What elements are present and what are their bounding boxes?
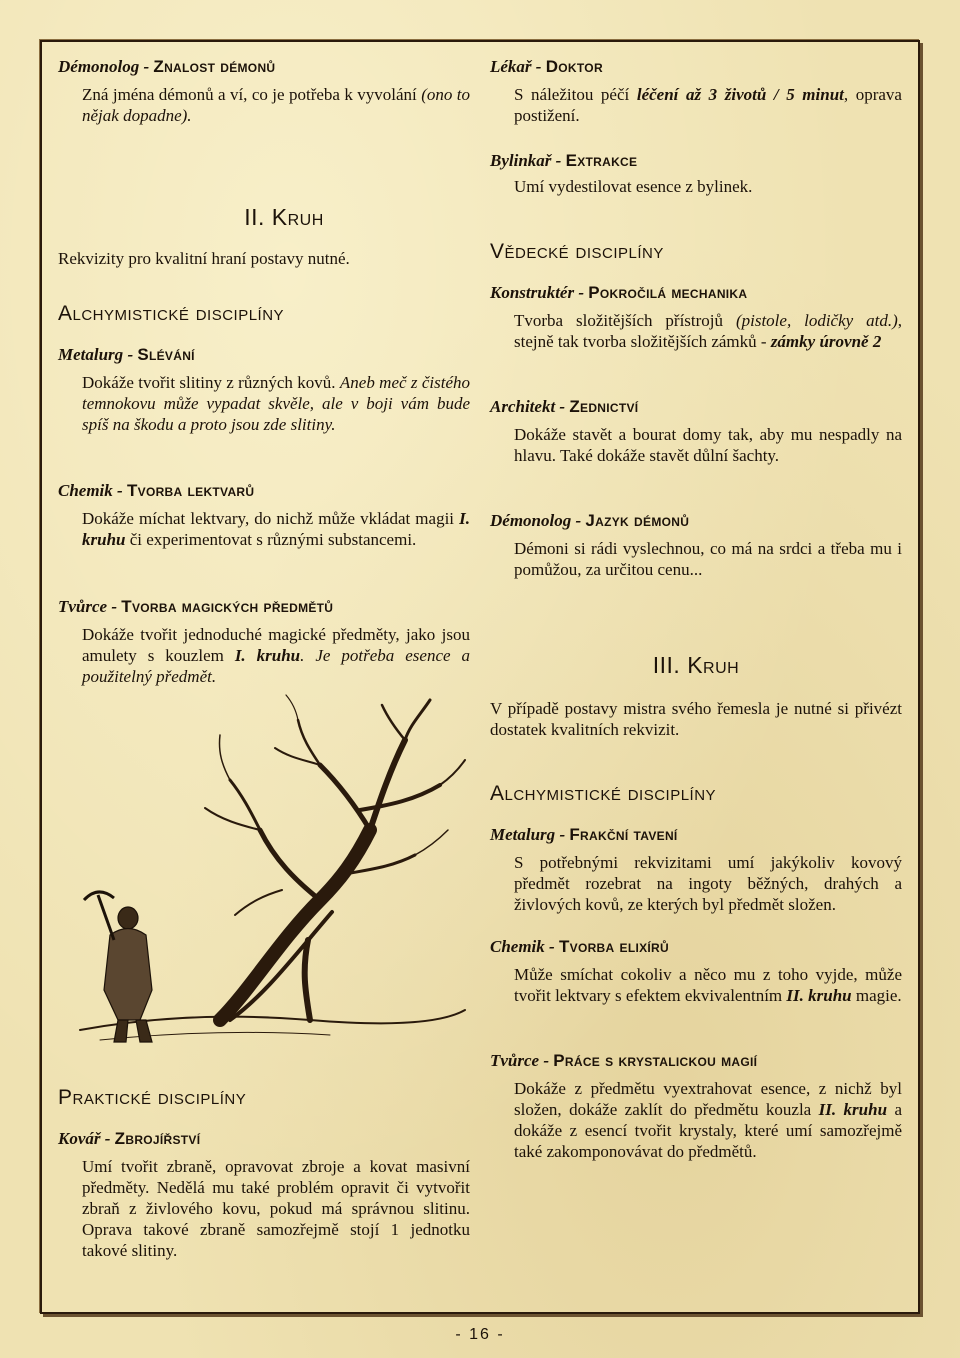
role-description: Démoni si rádi vyslechnou, co má na srdci a třeba mu i pomůžou, za určitou cenu... (514, 539, 902, 579)
role-description: Zná jména démonů a ví, co je potřeba k vyvolání (ono to nějak dopadne). (82, 85, 471, 125)
role-description: Dokáže stavět a bourat domy tak, aby mu nespadly na hlavu. Také dokáže stavět důlní šachty. (514, 425, 902, 465)
role-name: Znalost démonů (153, 57, 276, 76)
role-description: Umí vydestilovat esence z bylinek. (514, 177, 753, 196)
role-description: S potřebnými rekvizitami umí jakýkoliv kovový předmět rozebrat na ingoty běžných, drahých a živlových kovů, ze kterých byl předmět složen. (514, 853, 902, 914)
entry-lekar-doktor: Lékař - Doktor S náležitou péčí léčení až 3 životů / 5 minut, oprava postižení. (490, 57, 902, 125)
heading-alchymisticke: Alchymistické disciplíny (58, 302, 285, 325)
role-description: Dokáže tvořit slitiny z různých kovů. Aneb meč z čistého temnokovu může vypadat skvěle, ale v boji vám bude spíš na škodu a proto jsou zde slitiny. (82, 373, 470, 434)
entry-konstrukter: Konstruktér - Pokročilá mechanika Tvorba složitějších přístrojů (pistole, lodičky atd.), stejně tak tvorba složitějších zámků - zámky úrovně 2 (490, 283, 902, 351)
entry-chemik-lektvary: Chemik - Tvorba lektvarů Dokáže míchat lektvary, do nichž může vkládat magii I. kruhu či experimentovat s různými substancemi. (58, 481, 470, 549)
role-description: Dokáže míchat lektvary, do nichž může vkládat magii I. kruhu či experimentovat s různými substancemi. (82, 509, 470, 549)
entry-tvurce-magicke: Tvůrce - Tvorba magických předmětů Dokáže tvořit jednoduché magické předměty, jako jsou amulety s kouzlem I. kruhu. Je potřeba esence a použitelný předmět. (58, 597, 470, 686)
entry-bylinkar-extrakce: Bylinkař - Extrakce Umí vydestilovat esence z bylinek. (490, 150, 902, 197)
entry-metalurg-frakcni: Metalurg - Frakční tavení S potřebnými rekvizitami umí jakýkoliv kovový předmět rozebrat na ingoty běžných, drahých a živlových kovů, ze kterých byl předmět složen. (490, 825, 902, 914)
entry-metalurg-slevani: Metalurg - Slévání Dokáže tvořit slitiny z různých kovů. Aneb meč z čistého temnokovu může vypadat skvěle, ale v boji vám bude spíš na škodu a proto jsou zde slitiny. (58, 345, 470, 434)
entry-tvurce-krystalicka: Tvůrce - Práce s krystalickou magií Dokáže z předmětu vyextrahovat esence, z nichž byl složen, dokáže zaklít do předmětu kouzla II. kruhu a dokáže z esencí tvořit krystaly, které umí samozřejmě také zakomponovávat do předmětů. (490, 1051, 903, 1161)
entry-architekt: Architekt - Zednictví Dokáže stavět a bourat domy tak, aby mu nespadly na hlavu. Také dokáže stavět důlní šachty. (490, 397, 902, 465)
heading-vedecke: Vědecké disciplíny (490, 240, 664, 263)
role-who: Démonolog (58, 57, 140, 76)
entry-chemik-elixiry: Chemik - Tvorba elixírů Může smíchat cokoliv a něco mu z toho vyjde, může tvořit lektvary s efektem ekvivalentním II. kruhu magie. (490, 937, 902, 1005)
entry-kovar-zbrojirstvi: Kovář - Zbrojířství Umí tvořit zbraně, opravovat zbroje a kovat masivní předměty. Nedělá mu také problém opravit či vytvořit zbraň z živlového kovu, pokud má správnou slitinu. Oprava takové zbraně samozřejmě stojí 1 jednotku takové slitiny. (58, 1129, 470, 1260)
heading-prakticke: Praktické disciplíny (58, 1086, 247, 1109)
props-note: Rekvizity pro kvalitní hraní postavy nutné. (58, 249, 350, 268)
role-description: Dokáže z předmětu vyextrahovat esence, z nichž byl složen, dokáže zaklít do předmětu kouzla II. kruhu a dokáže z esencí tvořit krystaly, které umí samozřejmě také zakomponovávat do předmětů. (514, 1079, 903, 1161)
section-title-ii-kruh: II. Kruh (244, 204, 324, 230)
role-description: Umí tvořit zbraně, opravovat zbroje a kovat masivní předměty. Nedělá mu také problém opravit či vytvořit zbraň z živlového kovu, pokud má správnou slitinu. Oprava takové zbraně samozřejmě stojí 1 jednotku takové slitiny. (82, 1157, 470, 1260)
page-number: - 16 - (455, 1326, 505, 1343)
heading-alchymisticke-iii: Alchymistické disciplíny (490, 782, 717, 805)
role-description: Může smíchat cokoliv a něco mu z toho vyjde, může tvořit lektvary s efektem ekvivalentním II. kruhu magie. (514, 965, 902, 1005)
section-title-iii-kruh: III. Kruh (652, 652, 740, 678)
tree-miner-illustration (70, 690, 470, 1050)
role-title: Démonolog - Znalost démonů (58, 57, 276, 76)
entry-demonolog-jazyk: Démonolog - Jazyk démonů Démoni si rádi vyslechnou, co má na srdci a třeba mu i pomůžou, za určitou cenu... (490, 511, 902, 579)
master-note: V případě postavy mistra svého řemesla je nutné si přivézt dostatek kvalitních rekvizit. (490, 699, 902, 739)
role-description: Tvorba složitějších přístrojů (pistole, lodičky atd.), stejně tak tvorba složitějších zámků - zámky úrovně 2 (514, 311, 902, 351)
role-description: S náležitou péčí léčení až 3 životů / 5 minut, oprava postižení. (514, 85, 902, 125)
entry-demonolog-znalost (58, 56, 470, 126)
role-description: Dokáže tvořit jednoduché magické předměty, jako jsou amulety s kouzlem I. kruhu. Je potřeba esence a použitelný předmět. (82, 625, 470, 686)
